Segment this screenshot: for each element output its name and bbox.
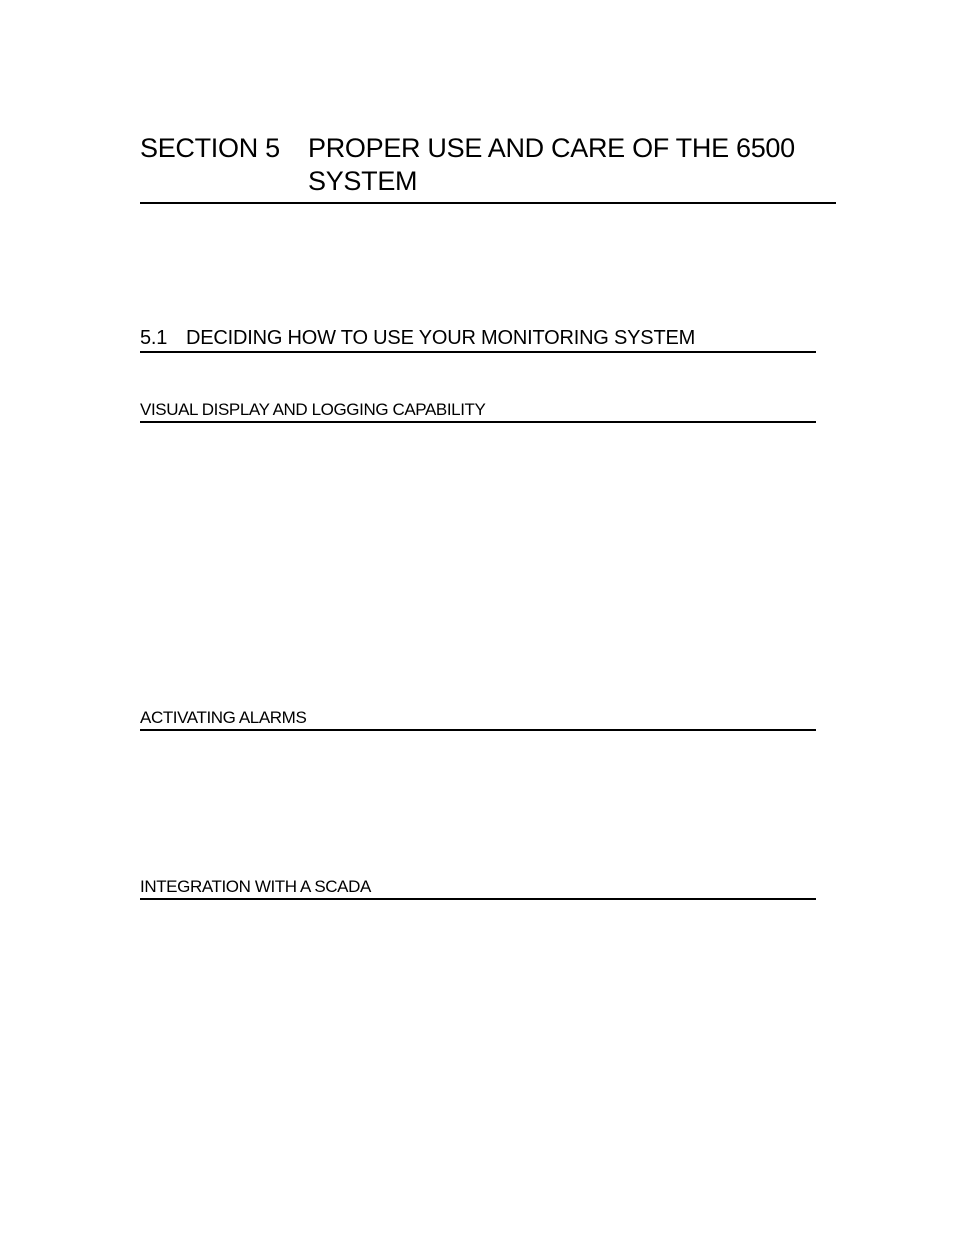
subsection-heading [140, 326, 816, 353]
topic-heading-visual-display: VISUAL DISPLAY AND LOGGING CAPABILITY [140, 399, 816, 423]
subsection-title: DECIDING HOW TO USE YOUR MONITORING SYSTEM [186, 327, 696, 349]
topic-heading-scada-integration: INTEGRATION WITH A SCADA [140, 876, 816, 900]
section-number: SECTION 5 [140, 133, 280, 163]
topic-heading-activating-alarms: ACTIVATING ALARMS [140, 707, 816, 731]
subsection-number: 5.1 [140, 327, 168, 349]
section-heading [140, 132, 836, 204]
section-title: PROPER USE AND CARE OF THE 6500 SYSTEM [308, 133, 795, 196]
